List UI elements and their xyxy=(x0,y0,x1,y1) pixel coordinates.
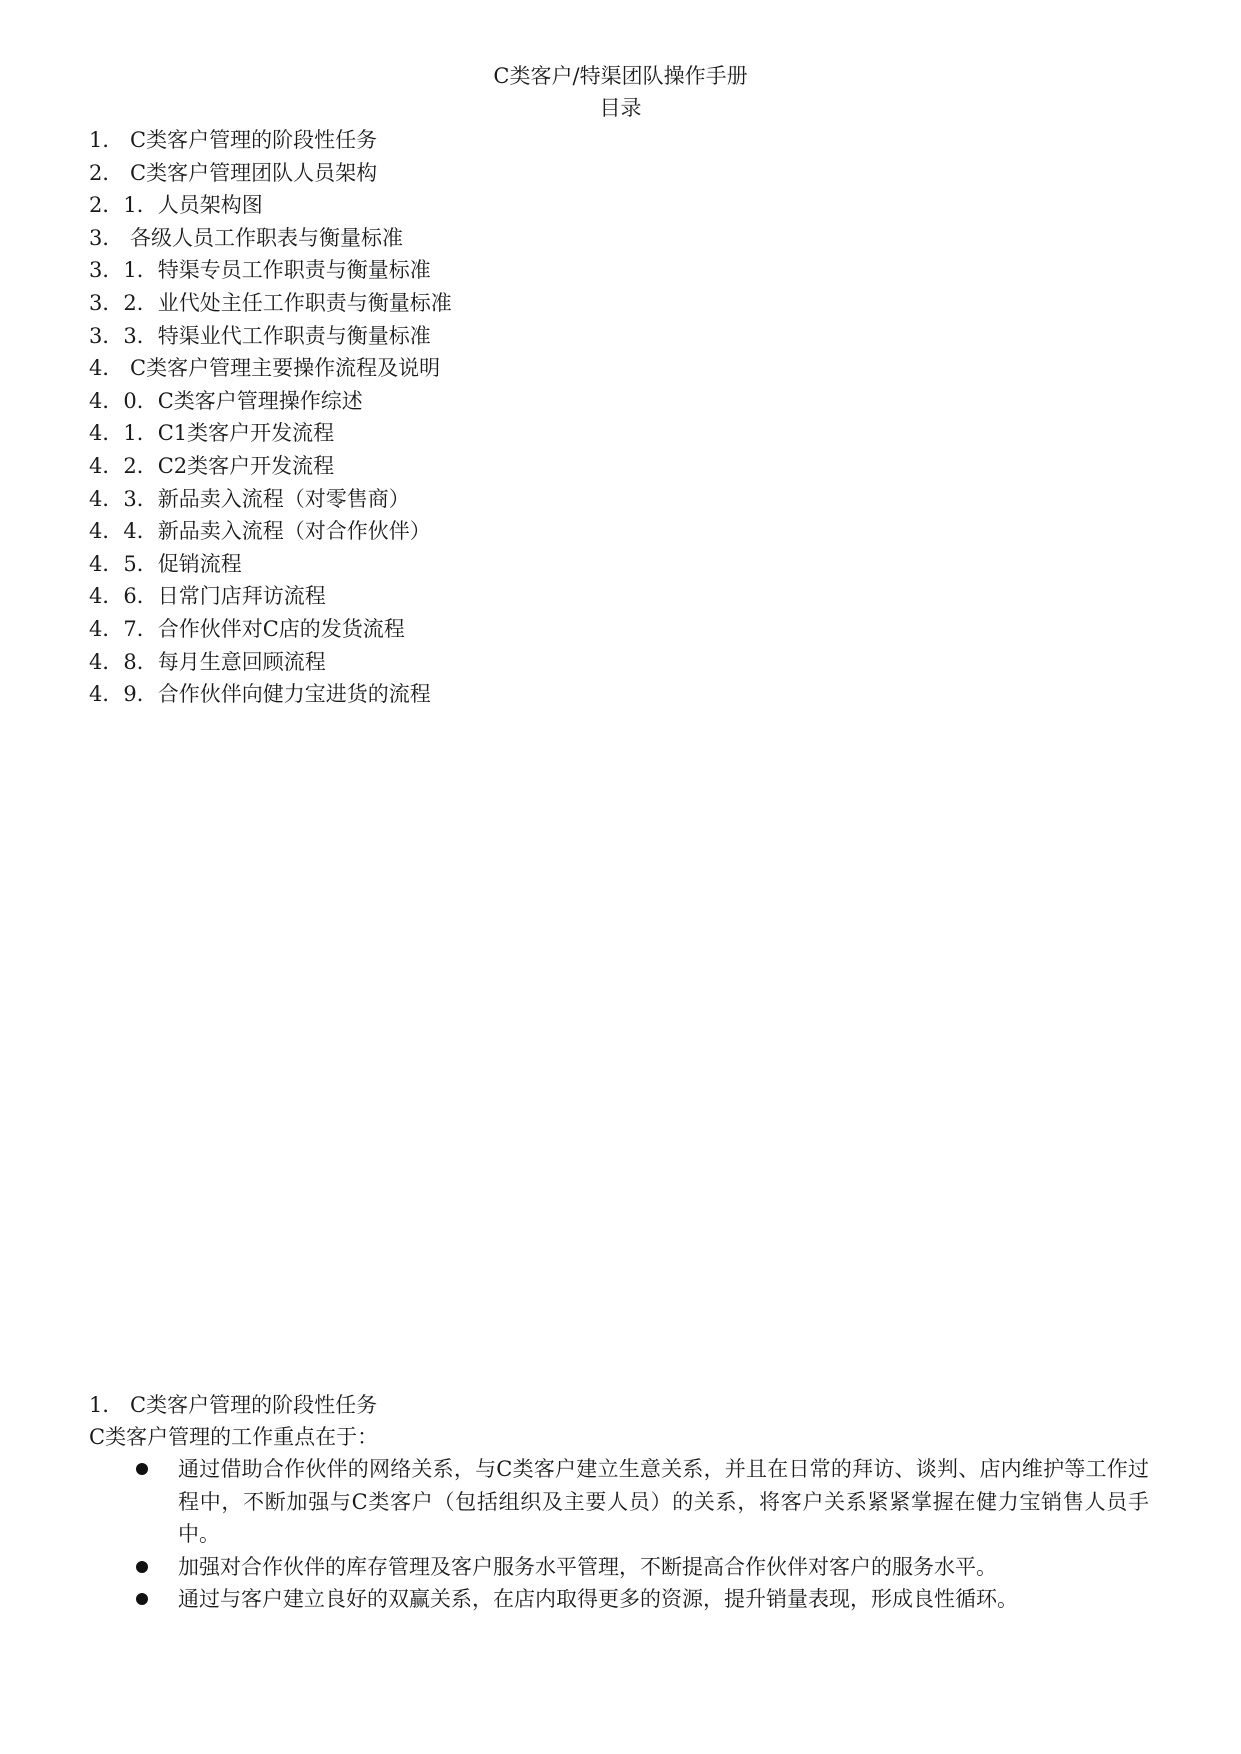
section-heading: 1． C类客户管理的阶段性任务 xyxy=(89,1393,378,1417)
toc-entry[interactable]: 2．1．人员架构图 xyxy=(89,193,263,218)
toc-entry[interactable]: 4． C类客户管理主要操作流程及说明 xyxy=(89,356,441,381)
toc-entry[interactable]: 4．5．促销流程 xyxy=(89,551,242,576)
bullet-dot-icon xyxy=(136,1561,148,1573)
bullet-item xyxy=(89,1583,1149,1616)
bullet-text: 加强对合作伙伴的库存管理及客户服务水平管理，不断提高合作伙伴对客户的服务水平。 xyxy=(178,1554,997,1579)
toc-entry[interactable]: 3．3．特渠业代工作职责与衡量标准 xyxy=(89,323,431,348)
toc-entry[interactable]: 4．8．每月生意回顾流程 xyxy=(89,649,326,674)
toc-entry[interactable]: 4．4．新品卖入流程（对合作伙伴） xyxy=(89,519,431,544)
bullet-item xyxy=(89,1453,1149,1551)
toc-entry[interactable]: 4．6．日常门店拜访流程 xyxy=(89,584,326,609)
document-title: C类客户/特渠团队操作手册 xyxy=(493,64,748,88)
toc-entry[interactable]: 3．1．特渠专员工作职责与衡量标准 xyxy=(89,258,431,283)
bullet-text: 通过与客户建立良好的双赢关系，在店内取得更多的资源，提升销量表现，形成良性循环。 xyxy=(178,1587,1018,1611)
toc-entry[interactable]: 3．2．业代处主任工作职责与衡量标准 xyxy=(89,290,452,315)
toc-entry[interactable]: 4．7．合作伙伴对C店的发货流程 xyxy=(89,616,405,641)
toc-entry[interactable]: 4．9．合作伙伴向健力宝进货的流程 xyxy=(89,682,431,707)
bullet-dot-icon xyxy=(136,1593,148,1605)
toc-entry[interactable]: 4．1．C1类客户开发流程 xyxy=(89,421,335,446)
table-of-contents xyxy=(89,124,452,711)
toc-entry[interactable]: 4．0．C类客户管理操作综述 xyxy=(89,388,363,413)
bullet-dot-icon xyxy=(136,1463,148,1475)
toc-heading: 目录 xyxy=(599,96,642,120)
toc-entry[interactable]: 1． C类客户管理的阶段性任务 xyxy=(89,128,378,152)
bullet-item xyxy=(89,1551,1149,1584)
section-intro: C类客户管理的工作重点在于： xyxy=(89,1425,379,1449)
toc-entry[interactable]: 3． 各级人员工作职表与衡量标准 xyxy=(89,225,404,250)
toc-entry[interactable]: 4．3．新品卖入流程（对零售商） xyxy=(89,486,410,511)
bullet-text: 通过借助合作伙伴的网络关系，与C类客户建立生意关系，并且在日常的拜访、谈判、店内维护等工作过程中，不断加强与C类客户（包括组织及主要人员）的关系，将客户关系紧紧掌握在健力宝销售人员手中。 xyxy=(178,1457,1149,1546)
bullet-list xyxy=(89,1453,1149,1616)
toc-entry[interactable]: 4．2．C2类客户开发流程 xyxy=(89,453,335,478)
toc-entry[interactable]: 2． C类客户管理团队人员架构 xyxy=(89,160,378,185)
section-1 xyxy=(89,1389,1149,1616)
